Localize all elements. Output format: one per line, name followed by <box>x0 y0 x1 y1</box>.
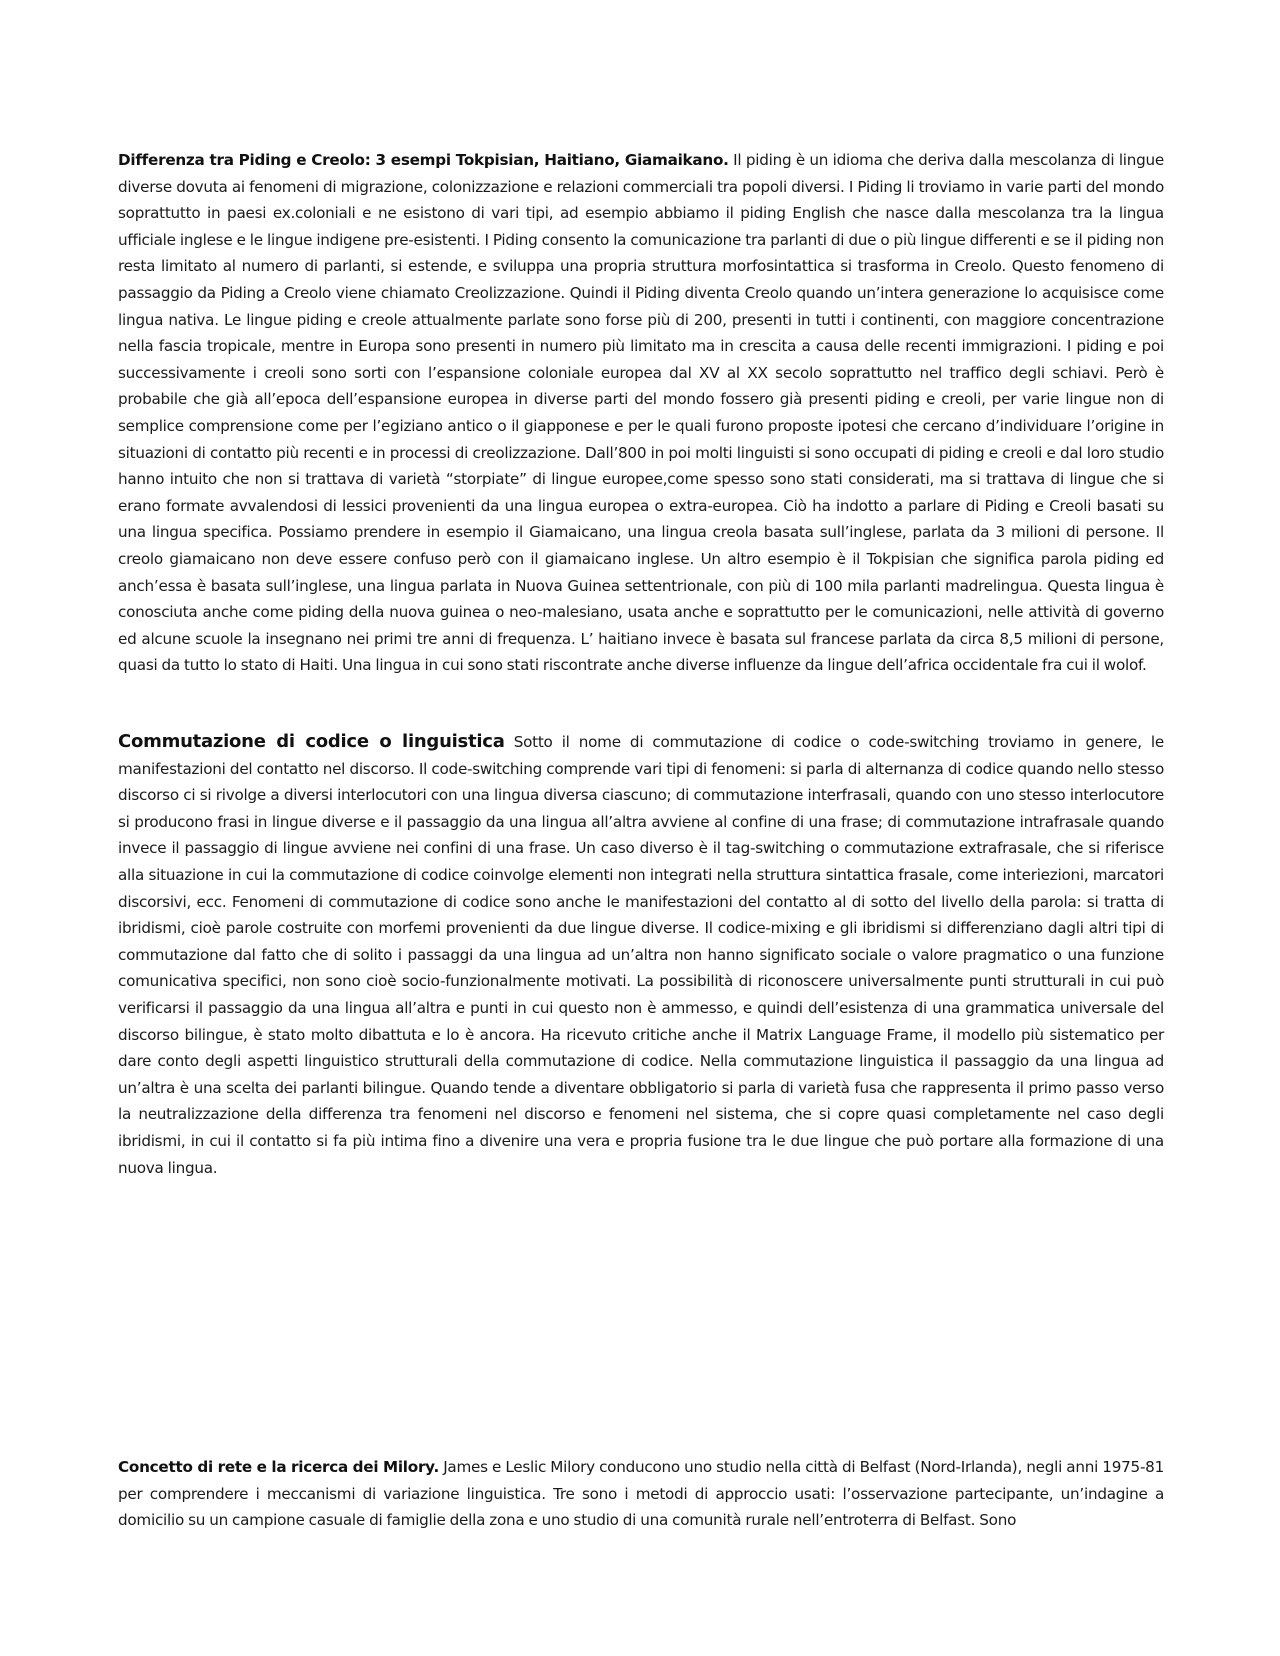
paragraph-piding-creolo <box>118 147 1164 679</box>
paragraph-commutazione-codice <box>118 729 1164 1181</box>
section-body-commutazione-codice: Sotto il nome di commutazione di codice o code-switching troviamo in genere, le manifestazioni del contatto nel discorso. Il code-switching comprende vari tipi di fenomeni: si parla di alternanza di codice quando nello stesso discorso ci si rivolge a diversi interlocutori con una lingua diversa ciascuno; di commutazione interfrasali, quando con uno stesso interlocutore si producono frasi in lingue diverse e il passaggio da una lingua all’altra avviene al confine di una frase; di commutazione intrafrasale quando invece il passaggio di lingue avviene nei confini di una frase. Un caso diverso è il tag-switching o commutazione extrafrasale, che si riferisce alla situazione in cui la commutazione di codice coinvolge elementi non integrati nella struttura sintattica frasale, come interiezioni, marcatori discorsivi, ecc. Fenomeni di commutazione di codice sono anche le manifestazioni del contatto al di sotto del livello della parola: si tratta di ibridismi, cioè parole costruite con morfemi provenienti da due lingue diverse. Il codice-mixing e gli ibridismi si differenziano dagli altri tipi di commutazione dal fatto che di solito i passaggi da una lingua ad un’altra non hanno significato sociale o valore pragmatico o una funzione comunicativa specifici, non sono cioè socio-funzionalmente motivati. La possibilità di riconoscere universalmente punti strutturali in cui può verificarsi il passaggio da una lingua all’altra e punti in cui questo non è ammesso, e quindi dell’esistenza di una grammatica universale del discorso bilingue, è stato molto dibattuta e lo è ancora. Ha ricevuto critiche anche il Matrix Language Frame, il modello più sistematico per dare conto degli aspetti linguistico strutturali della commutazione di codice. Nella commutazione linguistica il passaggio da una lingua ad un’altra è una scelta dei parlanti bilingue. Quando tende a diventare obbligatorio si parla di varietà fusa che rappresenta il primo passo verso la neutralizzazione della differenza tra fenomeni nel discorso e fenomeni nel sistema, che si copre quasi completamente nel caso degli ibridismi, in cui il contatto si fa più intima fino a divenire una vera e propria fusione tra le due lingue che può portare alla formazione di una nuova lingua. <box>118 733 1164 1177</box>
paragraph-concetto-rete <box>118 1454 1164 1534</box>
section-body-concetto-rete: James e Leslic Milory conducono uno studio nella città di Belfast (Nord-Irlanda), negli anni 1975-81 per comprendere i meccanismi di variazione linguistica. Tre sono i metodi di approccio usati: l’osservazione partecipante, un’indagine a domicilio su un campione casuale di famiglie della zona e uno studio di una comunità rurale nell’entroterra di Belfast. Sono <box>118 1458 1164 1530</box>
section-heading-concetto-rete: Concetto di rete e la ricerca dei Milory. <box>118 1458 439 1476</box>
section-heading-commutazione-codice: Commutazione di codice o linguistica <box>118 731 505 752</box>
section-body-piding-creolo: Il piding è un idioma che deriva dalla mescolanza di lingue diverse dovuta ai fenomeni di migrazione, colonizzazione e relazioni commerciali tra popoli diversi. I Piding li troviamo in varie parti del mondo soprattutto in paesi ex.coloniali e ne esistono di vari tipi, ad esempio abbiamo il piding English che nasce dalla mescolanza tra la lingua ufficiale inglese e le lingue indigene pre-esistenti. I Piding consento la comunicazione tra parlanti di due o più lingue differenti e se il piding non resta limitato al numero di parlanti, si estende, e sviluppa una propria struttura morfosintattica si trasforma in Creolo. Questo fenomeno di passaggio da Piding a Creolo viene chiamato Creolizzazione. Quindi il Piding diventa Creolo quando un’intera generazione lo acquisisce come lingua nativa. Le lingue piding e creole attualmente parlate sono forse più di 200, presenti in tutti i continenti, con maggiore concentrazione nella fascia tropicale, mentre in Europa sono presenti in numero più limitato ma in crescita a causa delle recenti immigrazioni. I piding e poi successivamente i creoli sono sorti con l’espansione coloniale europea dal XV al XX secolo soprattutto nel traffico degli schiavi. Però è probabile che già all’epoca dell’espansione europea in diverse parti del mondo fossero già presenti piding e creoli, per varie lingue non di semplice comprensione come per l’egiziano antico o il giapponese e per le quali furono proposte ipotesi che cercano d’individuare l’origine in situazioni di contatto più recenti e in processi di creolizzazione. Dall’800 in poi molti linguisti si sono occupati di piding e creoli e dal loro studio hanno intuito che non si trattava di varietà “storpiate” di lingue europee,come spesso sono stati considerati, ma si trattava di lingue che si erano formate avvalendosi di lessici provenienti da una lingua europea o extra-europea. Ciò ha indotto a parlare di Piding e Creoli basati su una lingua specifica. Possiamo prendere in esempio il Giamaicano, una lingua creola basata sull’inglese, parlata da 3 milioni di persone. Il creolo giamaicano non deve essere confuso però con il giamaicano inglese. Un altro esempio è il Tokpisian che significa parola piding ed anch’essa è basata sull’inglese, una lingua parlata in Nuova Guinea settentrionale, con più di 100 mila parlanti madrelingua. Questa lingua è conosciuta anche come piding della nuova guinea o neo-malesiano, usata anche e soprattutto per le comunicazioni, nelle attività di governo ed alcune scuole la insegnano nei primi tre anni di frequenza. L’ haitiano invece è basata sul francese parlata da circa 8,5 milioni di persone, quasi da tutto lo stato di Haiti. Una lingua in cui sono stati riscontrate anche diverse influenze da lingue dell’africa occidentale fra cui il wolof. <box>118 151 1164 675</box>
section-heading-piding-creolo: Differenza tra Piding e Creolo: 3 esempi Tokpisian, Haitiano, Giamaikano. <box>118 151 729 169</box>
